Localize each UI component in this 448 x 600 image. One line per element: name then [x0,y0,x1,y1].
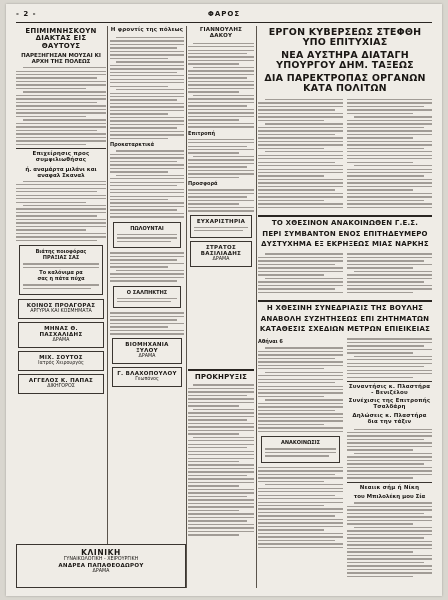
article-body [258,467,343,549]
article-kicker: Προσφορά [188,181,218,188]
ad-title: ΚΛΙΝΙΚΗ [81,548,121,557]
ad-title: ΒΙΟΜΗΧΑΝΙΑ ΞΥΛΟΥ [125,341,169,354]
column-rule [256,26,257,588]
article-body [188,139,254,179]
column-rule [107,26,108,588]
notice-line: ΠΡΑΞΙΑΣ ΣΑΣ [42,255,80,262]
notice-title: ΠΩΛΟΥΝΤΑΙ [130,225,164,232]
newspaper-page [6,4,442,596]
proclamation-block [188,366,254,590]
ad-text: ΔΡΑΜΑ [52,338,70,344]
boxed-notice [113,222,181,248]
column-rule [186,26,187,588]
article-headline: ΚΑΤΑΘΕΣΙΣ ΣΧΕΔΙΩΝ ΜΕΤΡΩΝ ΕΠΙΕΙΚΕΙΑΣ [259,324,431,333]
advertisement [112,338,182,364]
ad-name: ΑΝΔΡΕΑ ΠΑΠΑΘΕΟΔΩΡΟΥ [58,562,144,569]
boxed-notice [113,286,181,309]
article-body [110,312,184,334]
ad-title: Γ. ΒΛΑΧΟΠΟΥΛΟΥ [117,370,177,377]
ad-title: ΜΙΧ. ΣΟΥΤΟΣ [39,355,83,362]
advertisement [18,351,104,371]
article-kicker: Προκαταρκτικά [110,142,155,149]
ad-text: ΑΡΓΥΡΙΑ ΚΑΙ ΚΟΣΜΗΜΑΤΑ [30,309,92,315]
ad-text: ΔΡΑΜΑ [212,256,230,262]
ad-title: ΚΟΙΝΟΣ ΠΡΟΑΓΟΡΑΣ [26,303,96,310]
article-body [258,99,343,211]
article-headline: Η φροντίς της πόλεως [110,27,184,33]
ad-title: ΣΤΡΑΤΟΣ ΒΑΣΙΛΙΑΔΗΣ [200,244,242,257]
article-body [188,189,254,211]
article-headline: ΔΥΣΤΥΧΗΜΑ ΕΞ ΕΚΡΗΞΕΩΣ ΜΙΑΣ ΝΑΡΚΗΣ [261,240,429,248]
masthead [16,10,432,23]
boxed-notice [19,245,103,295]
article-body [16,67,106,145]
notice-line: Βιάτης ποιοφόρας [35,249,87,256]
article-body [16,181,106,242]
article-body [347,429,432,479]
article-headline: Η ΧΘΕΣΙΝΗ ΣΥΝΕΔΡΙΑΣΙΣ ΤΗΣ ΒΟΥΛΗΣ [266,304,424,313]
page-number: - 2 - [16,10,37,18]
ad-title: ΕΥΧΑΡΙΣΤΗΡΙΑ [196,218,246,225]
column-2 [110,26,184,590]
article-kicker: Αθήναι 6 [258,339,283,346]
article-headline: Δηλώσεις κ. Πλαστήρα δια την τάξιν [352,412,427,425]
article-headline: ΠΕΡΙ ΣΥΜΒΑΝΤΟΝ ΕΝΟΣ ΕΠΙΤΗΔΕΥΜΕΡΟ [262,229,428,238]
advertisement [18,322,104,348]
advertisement [18,299,104,319]
ad-text: Ιατρός Χειρουργός [38,361,84,367]
article-body [347,502,432,577]
article-subheadline: ή. αναμάρτα μιλάνι και αναφαλ Σκαναλ [25,166,97,179]
column-3 [188,26,254,356]
notice-title: ΑΝΑΚΟΙΝΩΣΙΣ [280,440,321,447]
article-body [110,150,184,218]
article-headline: ΕΠΙΜΙΜΝΗΣΚΟΥΝ ΔΙΑΚΤΑΣ ΕΙΣ ΘΑΥΤΟΥΣ [25,27,97,50]
article-subheadline: ΠΑΡΕΞΗΓΗΣΑΝ ΜΟΥΣΑΙ ΚΙ ΑΡΧΗ ΤΗΣ ΠΟΛΕΩΣ [21,53,101,66]
article-body [258,347,343,432]
ad-text: Γεωπόνος [135,376,159,382]
article-headline: Συνέχισις της Επιτροπής Τσαλδάρη [348,398,431,411]
advertisement [190,215,252,238]
article-body [110,37,184,139]
advertisement [190,241,252,267]
article-body [347,99,432,211]
article-body [188,43,254,128]
article-headline: Νεαιικ σήμ ή Νίκη [359,484,420,491]
article-body [188,384,254,535]
clinic-advertisement [16,544,186,588]
advertisement [18,374,104,394]
article-kicker: Επιτροπή [188,130,216,137]
ad-city: ΔΡΑΜΑ [92,568,110,574]
ad-text: ΔΙΚΗΓΟΡΟΣ [47,384,75,390]
ad-title: ΑΓΓΕΛΟΣ Κ. ΠΑΠΑΣ [28,378,94,385]
column-1 [16,26,106,590]
column-4 [258,26,432,590]
ad-title: ΜΗΝΑΣ Θ. ΠΑΣΧΑΛΙΔΗΣ [39,326,83,339]
lead-headline: ΔΙΑ ΠΑΡΕΚΤΡΟΠΑΣ ΟΡΓΑΝΩΝ ΚΑΤΑ ΠΟΛΙΤΩΝ [264,72,426,94]
article-subheadline: του Μπιλολέκη μου Σία [353,494,426,501]
article-body [110,252,184,281]
article-body [347,253,432,295]
article-headline: ΑΝΑΒΟΛΗ ΣΥΖΗΤΗΣΕΩΣ ΕΠΙ ΖΗΤΗΜΑΤΩΝ [260,314,430,323]
article-headline: ΓΙΑΝΝΟΥΛΗΣ ΔΑΚΟΥ [199,27,243,39]
boxed-notice [261,436,340,462]
proclamation-title: ΠΡΟΚΗΡΥΞΙΣ [194,373,248,381]
lead-headline: ΕΡΓΟΝ ΚΥΒΕΡΣΕΩΣ ΣΤΕΦΘΗ ΥΠΟ ΕΠΙΤΥΧΙΑΣ [268,27,422,48]
lead-headline: ΝΕΑ ΑΥΣΤΗΡΑ ΔΙΑΤΑΓΗ ΥΠΟΥΡΓΟΥ ΔΗΜ. ΤΑΞΕΩΣ [276,49,414,71]
article-headline: Επιχείρησις προς συμφιλιωθήσας [32,151,90,163]
notice-line: σας η πάτα πύχα [37,276,85,283]
article-body [347,338,432,378]
article-headline: Συναντήσις κ. Πλαστήρα - Βενιζέλου [348,383,431,396]
newspaper-title: ΦΑΡΟΣ [207,10,241,18]
advertisement [112,367,182,387]
ad-text: ΔΡΑΜΑ [138,353,156,359]
article-headline: ΤΟ ΧΘΕΣΙΝΟΝ ΑΝΑΚΟΙΝΩΘΕΝ Γ.Ε.Σ. [271,219,419,228]
article-body [258,253,343,295]
ad-subtitle: ΓΥΝΑΙΚΟΛΟΓΙΚΗ - ΧΕΙΡΟΥΡΓΙΚΗ [63,557,139,562]
notice-title: Ο ΣΑΛΠΗΚΤΗΣ [126,289,168,296]
notice-line: Το καλόνιμα ρα [39,270,83,277]
